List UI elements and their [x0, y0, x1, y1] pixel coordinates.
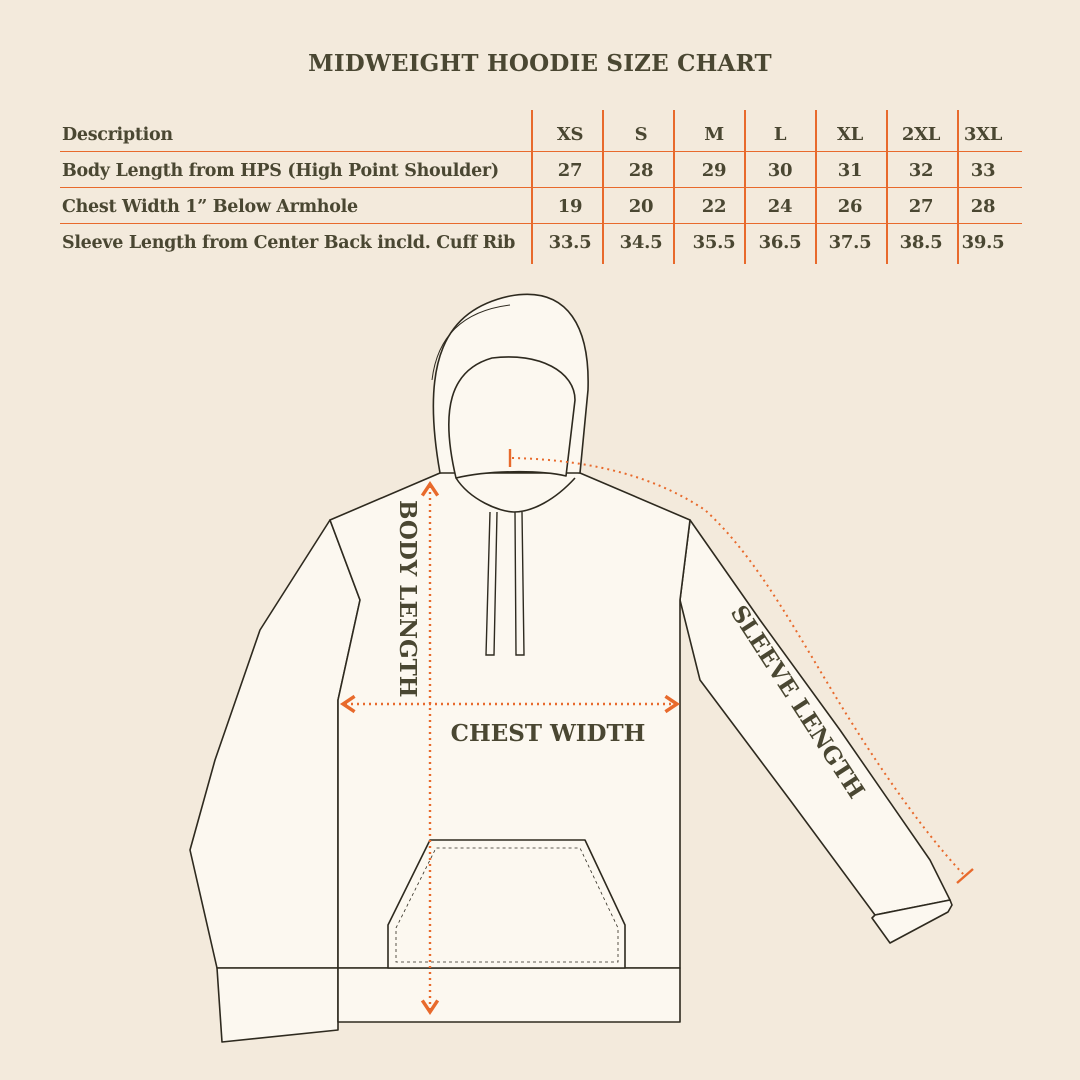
- table-cell: 33.5: [548, 232, 592, 253]
- table-cell: 19: [557, 196, 583, 217]
- sleeve-length-label: SLEEVE LENGTH: [724, 600, 870, 804]
- body-length-label: BODY LENGTH: [394, 500, 421, 698]
- header-description: Description: [62, 125, 173, 145]
- table-cell: 34.5: [619, 232, 663, 253]
- chest-width-label: CHEST WIDTH: [450, 720, 646, 747]
- table-cell: 36.5: [758, 232, 802, 253]
- table-cell: 30: [767, 160, 793, 181]
- header-size-2xl: 2XL: [901, 124, 941, 145]
- table-cell: 22: [701, 196, 727, 217]
- table-cell: 24: [767, 196, 793, 217]
- row-label: Body Length from HPS (High Point Shoulder): [62, 161, 499, 181]
- header-size-xs: XS: [556, 124, 584, 145]
- waistband: [338, 968, 680, 1022]
- table-cell: 38.5: [899, 232, 943, 253]
- table-cell: 28: [970, 196, 996, 217]
- table-cell: 27: [908, 196, 934, 217]
- header-size-l: L: [773, 124, 787, 145]
- left-cuff: [217, 968, 338, 1042]
- table-cell: 26: [837, 196, 863, 217]
- table-cell: 28: [628, 160, 654, 181]
- left-sleeve: [190, 520, 360, 968]
- header-size-s: S: [634, 124, 648, 145]
- kangaroo-pocket: [388, 840, 625, 968]
- row-label: Sleeve Length from Center Back incld. Cuff Rib: [62, 233, 516, 253]
- chart-title: MIDWEIGHT HOODIE SIZE CHART: [308, 50, 772, 77]
- table-cell: 35.5: [692, 232, 736, 253]
- row-label: Chest Width 1” Below Armhole: [62, 197, 358, 217]
- sleeve-end-tick: [957, 869, 973, 883]
- table-cell: 33: [970, 160, 996, 181]
- table-cell: 31: [837, 160, 863, 181]
- header-size-m: M: [704, 124, 724, 145]
- header-size-3xl: 3XL: [963, 124, 1003, 145]
- table-cell: 29: [701, 160, 727, 181]
- table-cell: 39.5: [961, 232, 1005, 253]
- table-cell: 32: [908, 160, 934, 181]
- table-cell: 27: [557, 160, 583, 181]
- header-size-xl: XL: [836, 124, 864, 145]
- table-cell: 37.5: [828, 232, 872, 253]
- table-cell: 20: [628, 196, 654, 217]
